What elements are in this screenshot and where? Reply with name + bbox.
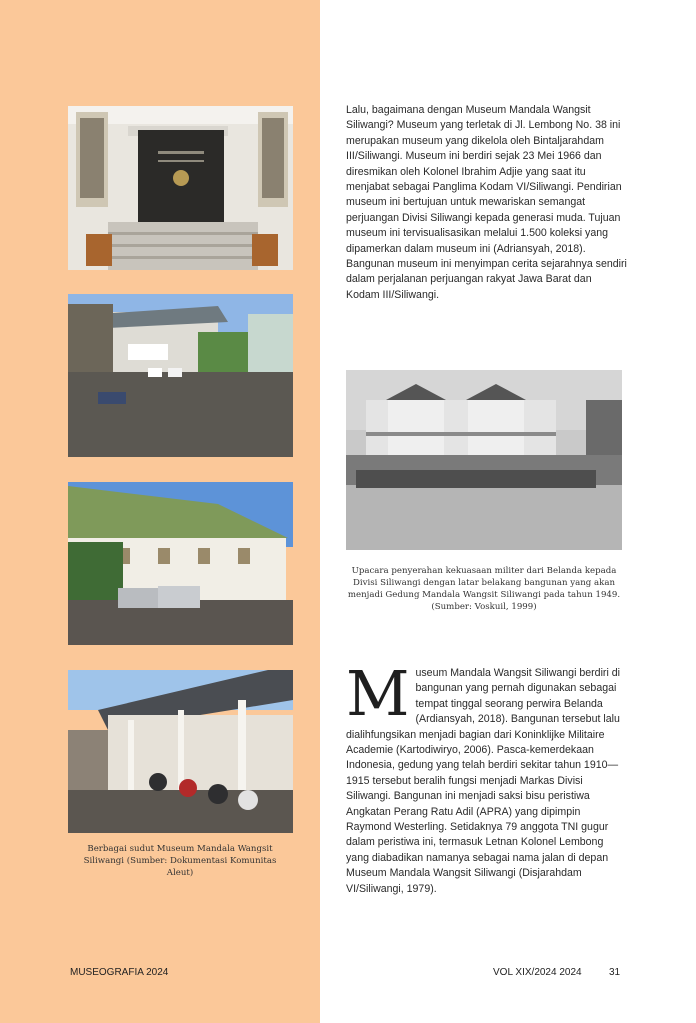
drop-cap: M [346,657,410,730]
archive-caption-text: Upacara penyerahan kekuasaan militer dari Belanda kepada Divisi Siliwangi dengan latar belakang bangunan yang akan menjadi Gedung Mandala Wangsit Siliwangi pada tahun 1949. [347,566,621,600]
main-paragraph-text: useum Mandala Wangsit Siliwangi berdiri di bangunan yang pernah digunakan sebagai tempat tinggal seorang perwira Belanda (Ardiansyah, 2018). Bangunan tersebut lalu dialihfungsikan menjadi bagian dari Koninklijke Militaire Academie (Kartodiwiryo, 2006). Pasca-kemerdekaan Indonesia, gedung yang telah berdiri sekitar tahun 1910—1915 tersebut beralih fungsi menjadi Markas Divisi Siliwangi. Bangunan ini menjadi saksi bisu peristiwa Angkatan Perang Ratu Adil (APRA) yang dipimpin Raymond Westerling. Setidaknya 79 anggota TNI gugur dalam peristiwa ini, termasuk Letnan Kolonel Lembong yang diabadikan namanya sebagai nama jalan di depan Museum Mandala Wangsit Siliwangi (Disjarahdam VI/Siliwangi, 1979). [346,667,620,895]
photo-museum-courtyard [68,294,293,457]
photo-museum-building [68,482,293,645]
photos-caption: Berbagai sudut Museum Mandala Wangsit Siliwangi (Sumber: Dokumentasi Komunitas Aleut) [83,844,277,878]
main-paragraph [346,657,628,897]
footer-publication: MUSEOGRAFIA 2024 [70,967,169,978]
archive-photo-1949 [346,370,622,550]
photo-museum-corridor [68,670,293,833]
intro-paragraph: Lalu, bagaimana dengan Museum Mandala Wangsit Siliwangi? Museum yang terletak di Jl. Lembong No. 38 ini merupakan museum yang dikelola oleh Bintaljarahdam III/Siliwangi. Museum ini berdiri sejak 23 Mei 1966 dan diresmikan oleh Kolonel Ibrahim Adjie yang saat itu menjabat sebagai Panglima Kodam VI/Siliwangi. Pendirian museum ini bertujuan untuk mewariskan semangat perjuangan Divisi Siliwangi kepada generasi muda. Tujuan museum ini tervisualisasikan melalui 1.500 koleksi yang dipamerkan dalam museum ini (Adriansyah, 2018). Bangunan museum ini menyimpan cerita sejarahnya sendiri dalam perjalanan perjuangan rakyat Jawa Barat dan Kodam III/Siliwangi. [346,104,627,301]
archive-caption [346,565,622,613]
archive-caption-source: (Sumber: Voskuil, 1999) [431,602,537,612]
photo-museum-entrance [68,106,293,270]
footer-volume: VOL XIX/2024 2024 [493,967,582,978]
page-number: 31 [609,967,621,978]
